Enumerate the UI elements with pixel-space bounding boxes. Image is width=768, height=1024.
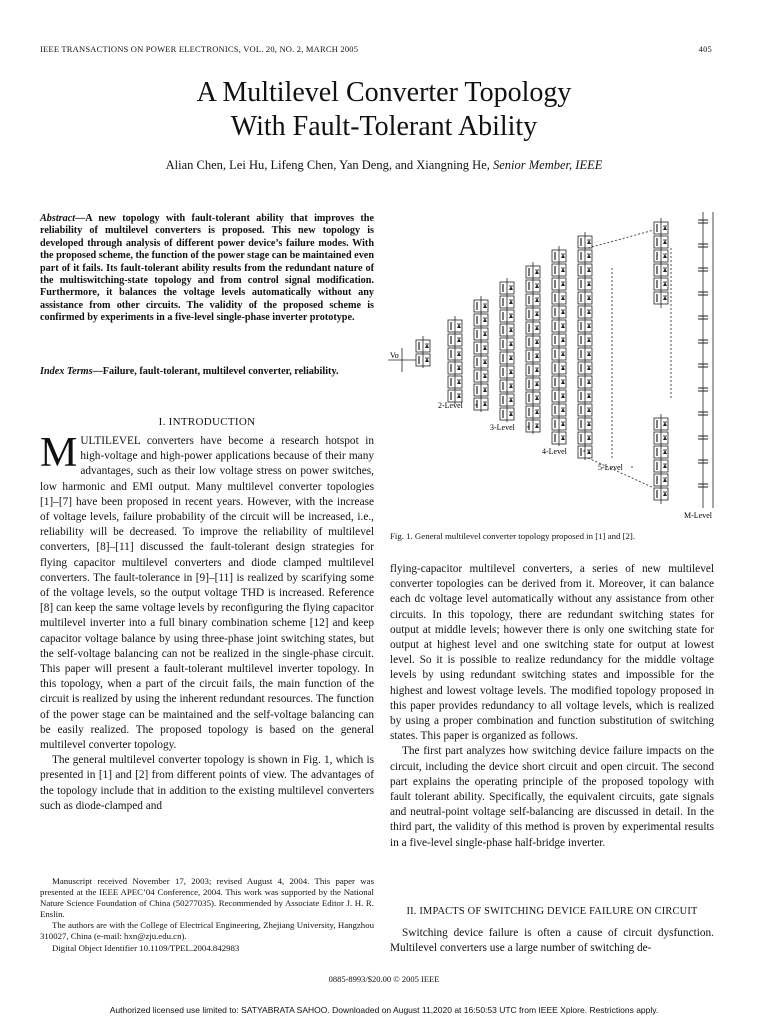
diode-triangle: [561, 366, 565, 370]
switch-cells: [416, 222, 668, 500]
diode-triangle: [663, 464, 667, 468]
diode-triangle: [483, 388, 487, 392]
footnote-affiliation: The authors are with the College of Electrical Engineering, Zhejiang University, Hangzhou 310027, China (e-mail: hxn@zju.edu.cn).: [40, 920, 374, 942]
diode-triangle: [587, 338, 591, 342]
diode-triangle: [509, 412, 513, 416]
diode-triangle: [509, 356, 513, 360]
abstract: [40, 213, 374, 325]
index-terms: [40, 366, 374, 378]
diode-triangle: [425, 344, 429, 348]
diode-triangle: [561, 268, 565, 272]
diode-triangle: [561, 408, 565, 412]
diode-triangle: [535, 284, 539, 288]
diode-triangle: [561, 296, 565, 300]
diode-triangle: [663, 282, 667, 286]
diode-triangle: [561, 352, 565, 356]
diode-triangle: [483, 304, 487, 308]
drop-cap: M: [40, 430, 78, 476]
diode-triangle: [561, 324, 565, 328]
diode-triangle: [483, 360, 487, 364]
diode-triangle: [587, 282, 591, 286]
section-2-body: [390, 926, 714, 956]
diode-triangle: [561, 422, 565, 426]
diode-triangle: [535, 424, 539, 428]
diode-triangle: [561, 338, 565, 342]
diode-triangle: [509, 300, 513, 304]
diode-triangle: [509, 328, 513, 332]
diode-triangle: [535, 298, 539, 302]
diode-triangle: [561, 310, 565, 314]
diode-triangle: [587, 422, 591, 426]
right-paragraph-1: flying-capacitor multilevel converters, a series of new multilevel converter topologies can be derived from it. Moreover, it can balance each dc voltage level automatically without any assistance from other circuits. In this topology, there are redundant switching states for output at middle levels; however there is only one switching state for output at highest level and one switching state for output at lowest level. So it is possible to realize redundancy for the middle voltage levels by using redundant switching states and impossible for the highest and lowest voltage levels. The modified topology proposed in this paper provides redundancy to all voltage levels, which is realized by using a proper combination and function substitution of switching states. This paper is organized as follows.: [390, 563, 714, 743]
index-terms-label: Index Terms: [40, 366, 93, 377]
diode-triangle: [535, 396, 539, 400]
license-notice: Authorized licensed use limited to: SATYABRATA SAHOO. Downloaded on August 11,2020 at 16:50:53 UTC from IEEE Xplore. Restrictions apply.: [109, 1005, 659, 1015]
diode-triangle: [509, 370, 513, 374]
intro-paragraph-1-text: ULTILEVEL converters have become a research hotspot in high-voltage and high-power applications because of their many advantages, such as their low voltage stress on power switches, low harmonic and EMI output. Many multilevel converter topologies [1]–[7] have been proposed in recent years. However, with the increase of voltage levels, failure probability of the circuit will be increased, i.e., reliability will be decreased. To improve the reliability of multilevel converters, [8]–[11] discussed the fault-tolerant design strategies for flying capacitor multilevel converters and diode clamped multilevel converters. The fault-tolerance in [9]–[11] is realized by scarifying some of the voltage levels, so the output voltage THD is increased. Reference [8] can keep the same voltage levels by reconfiguring the flying capacitor multilevel inverter into a full binary combination scheme [12] and keep capacitor voltage balance by using three-phase joint switching states, but the self-voltage balancing can not be realized in the single-phase circuit. This paper will present a fault-tolerant multilevel inverter topology. In this topology, when a part of the circuit fails, the main function of the circuit is realized by using the inherent redundant resources. The function of the power stage can be maintained and the self-voltage balancing can be easily realized. The proposed topology is based on the general multilevel converter topology.: [40, 435, 374, 752]
footnote-manuscript: Manuscript received November 17, 2003; revised August 4, 2004. This paper was presented at the IEEE APEC’04 Conference, 2004. This work was supported by the National Nature Science Foundation of China (50277035). Recommended by Associate Editor J. H. R. Enslin.: [40, 876, 374, 920]
label-m-level: M-Level: [684, 511, 712, 520]
footnote: [40, 876, 374, 954]
diode-triangle: [457, 394, 461, 398]
author-membership: Senior Member, IEEE: [493, 158, 603, 172]
diode-triangle: [457, 338, 461, 342]
diode-triangle: [509, 398, 513, 402]
diode-triangle: [509, 286, 513, 290]
diode-triangle: [457, 324, 461, 328]
diode-triangle: [663, 268, 667, 272]
diode-triangle: [663, 240, 667, 244]
diode-triangle: [587, 380, 591, 384]
diode-triangle: [425, 358, 429, 362]
capacitor-stack: [698, 212, 713, 508]
diode-triangle: [587, 366, 591, 370]
section-heading-introduction: I. INTRODUCTION: [158, 416, 256, 428]
diode-triangle: [663, 492, 667, 496]
diode-triangle: [535, 382, 539, 386]
diode-triangle: [663, 450, 667, 454]
index-terms-text: —Failure, fault-tolerant, multilevel converter, reliability.: [92, 366, 339, 377]
title-line-1: A Multilevel Converter Topology: [196, 77, 572, 108]
diode-triangle: [509, 342, 513, 346]
diode-triangle: [535, 410, 539, 414]
diode-triangle: [535, 326, 539, 330]
right-column-body: [390, 562, 714, 851]
label-4-level: 4-Level: [542, 447, 567, 456]
diode-triangle: [535, 312, 539, 316]
intro-paragraph-1: [40, 430, 374, 753]
diode-triangle: [457, 380, 461, 384]
diode-triangle: [587, 352, 591, 356]
footnote-doi: Digital Object Identifier 10.1109/TPEL.2004.842983: [52, 942, 240, 953]
diode-triangle: [663, 254, 667, 258]
figure-1-caption: Fig. 1. General multilevel converter topology proposed in [1] and [2].: [390, 531, 636, 541]
diode-triangle: [483, 318, 487, 322]
paper-title: [0, 76, 768, 144]
diode-triangle: [587, 394, 591, 398]
diode-triangle: [587, 240, 591, 244]
diode-triangle: [483, 346, 487, 350]
diode-triangle: [663, 422, 667, 426]
diode-triangle: [587, 324, 591, 328]
abstract-text: —A new topology with fault-tolerant ability that improves the reliability of multilevel converters is proposed. This new topology is developed through analysis of different power device’s failure modes. With the proposed scheme, the function of the power stage can be maintained even part of it fails. Its fault-tolerant ability results from the redundant nature of the multiswitching-state topology and from control signal modification. Furthermore, it balances the voltage levels automatically without any assistance from other circuits. The validity of the proposed scheme is confirmed by experiments in a five-level single-phase inverter prototype.: [40, 213, 374, 324]
label-2-level: 2-Level: [438, 401, 463, 410]
diode-triangle: [663, 226, 667, 230]
diode-triangle: [587, 254, 591, 258]
introduction-body: [40, 430, 374, 814]
diode-triangle: [457, 366, 461, 370]
page-number: 405: [698, 44, 712, 54]
diode-triangle: [483, 332, 487, 336]
diode-triangle: [587, 296, 591, 300]
label-vo: Vo: [390, 351, 399, 360]
right-paragraph-2: The first part analyzes how switching device failure impacts on the circuit, including the device short circuit and open circuit. The second part explains the operating principle of the proposed topology with fault tolerant ability. Specifically, the equivalent circuits, gate signals and neutral-point voltage self-balancing are discussed in detail. In the third part, the validity of this method is proven by experimental results in a five-level single-phase half-bridge inverter.: [390, 745, 714, 849]
title-line-2: With Fault-Tolerant Ability: [230, 111, 538, 142]
diode-triangle: [483, 374, 487, 378]
diode-triangle: [535, 354, 539, 358]
copyright-line: 0885-8993/$20.00 © 2005 IEEE: [328, 974, 440, 984]
diode-triangle: [561, 436, 565, 440]
diode-triangle: [535, 340, 539, 344]
diode-triangle: [663, 478, 667, 482]
diode-triangle: [509, 314, 513, 318]
section-heading-2: II. IMPACTS OF SWITCHING DEVICE FAILURE ON CIRCUIT: [406, 906, 698, 917]
diode-triangle: [561, 254, 565, 258]
journal-header: IEEE TRANSACTIONS ON POWER ELECTRONICS, VOL. 20, NO. 2, MARCH 2005: [40, 44, 359, 54]
diode-triangle: [535, 368, 539, 372]
diode-triangle: [509, 384, 513, 388]
running-header: [40, 44, 712, 54]
figure-1-circuit-diagram: [388, 208, 714, 524]
diode-triangle: [561, 380, 565, 384]
label-3-level: 3-Level: [490, 423, 515, 432]
diode-triangle: [587, 310, 591, 314]
diode-triangle: [483, 402, 487, 406]
circuit-wires: [388, 218, 671, 504]
diode-triangle: [587, 408, 591, 412]
diode-triangle: [663, 296, 667, 300]
diode-triangle: [587, 450, 591, 454]
section-2-paragraph-1: Switching device failure is often a cause of circuit dysfunction. Multilevel converters use a large number of switching de-: [390, 927, 714, 955]
author-list: [0, 158, 768, 173]
wire: [588, 230, 654, 248]
diode-triangle: [535, 270, 539, 274]
diode-triangle: [663, 436, 667, 440]
diode-triangle: [587, 436, 591, 440]
diode-triangle: [561, 282, 565, 286]
intro-paragraph-2: The general multilevel converter topology is shown in Fig. 1, which is presented in [1] and [2] from different points of view. The advantages of the topology include that in addition to the existing multilevel converters such as diode-clamped and: [40, 754, 374, 812]
abstract-label: Abstract: [40, 213, 76, 224]
label-5-level: 5-Level: [598, 463, 623, 472]
diode-triangle: [561, 394, 565, 398]
diode-triangle: [457, 352, 461, 356]
diode-triangle: [587, 268, 591, 272]
author-names: Alian Chen, Lei Hu, Lifeng Chen, Yan Deng, and Xiangning He,: [165, 158, 490, 172]
